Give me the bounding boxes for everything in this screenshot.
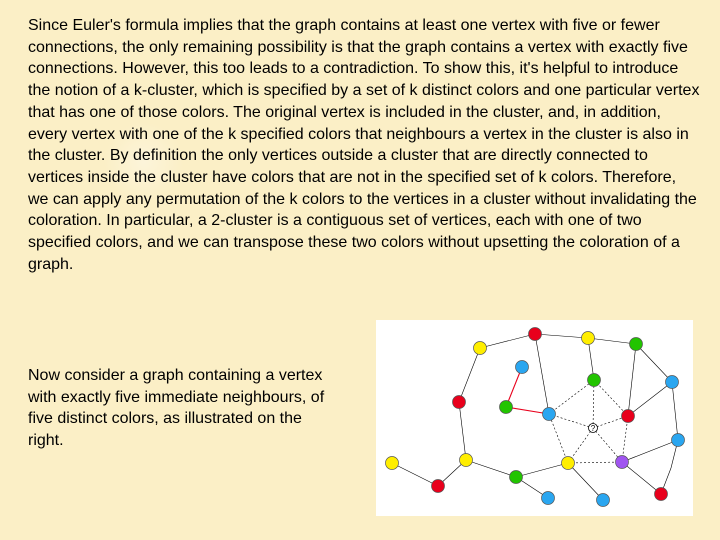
paragraph-graph-description: Now consider a graph containing a vertex with exactly five immediate neighbours, of five distinct colors, as illustrated on the right. xyxy=(28,367,325,450)
graph-node-yellow xyxy=(474,342,487,355)
graph-edge-dashed xyxy=(622,416,628,462)
graph-node-blue xyxy=(516,361,529,374)
graph-node-blue xyxy=(542,492,555,505)
graph-edge xyxy=(622,440,678,462)
graph-node-green xyxy=(588,374,601,387)
graph-edge xyxy=(672,382,678,440)
graph-edge xyxy=(588,338,636,344)
graph-edge xyxy=(516,463,568,477)
graph-edge-dashed xyxy=(549,414,593,428)
graph-edge xyxy=(459,402,466,460)
graph-node-purple xyxy=(616,456,629,469)
graph-node-blue xyxy=(543,408,556,421)
graph-edge xyxy=(392,463,438,486)
graph-edge-dashed xyxy=(549,380,594,414)
graph-edge xyxy=(535,334,588,338)
graph-node-green xyxy=(500,401,513,414)
graph-edge xyxy=(466,460,516,477)
graph-node-blue xyxy=(666,376,679,389)
graph-node-green xyxy=(630,338,643,351)
graph-node-yellow xyxy=(386,457,399,470)
graph-edge xyxy=(480,334,535,348)
graph-node-blue xyxy=(597,494,610,507)
center-node-label: ? xyxy=(590,424,596,433)
graph-edge xyxy=(628,382,672,416)
graph-edge-dashed xyxy=(593,380,594,428)
graph-node-yellow xyxy=(460,454,473,467)
graph-edge-dashed xyxy=(594,380,628,416)
graph-node-red xyxy=(655,488,668,501)
graph-edge-dashed xyxy=(568,462,622,463)
graph-node-red xyxy=(622,410,635,423)
graph-edge xyxy=(628,344,636,416)
center-vertex xyxy=(589,424,598,434)
graph-node-red xyxy=(529,328,542,341)
graph-figure xyxy=(376,320,693,516)
graph-edge xyxy=(459,348,480,402)
graph-node-blue xyxy=(672,434,685,447)
graph-node-red xyxy=(453,396,466,409)
paragraph-intro: Since Euler's formula implies that the graph contains at least one vertex with five or fewer connections, the only remaining possibility is that the graph contains a vertex with exactly five connections. However, this too leads to a contradiction. To show this, it's helpful to introduce the notion of a k-cluster, which is specified by a set of k distinct colors and one particular vertex that has one of those colors. The original vertex is included in the cluster, and, in addition, every vertex with one of the k specified colors that neighbours a vertex in the cluster is also in the cluster. By definition the only vertices outside a cluster that are directly connected to vertices inside the cluster have colors that are not in the specified set of k colors. Therefore, we can apply any permutation of the k colors to the vertices in a cluster without invalidating the coloration. In particular, a 2-cluster is a contiguous set of vertices, each with one of two specified colors, and we can transpose these two colors without upsetting the coloration of a graph. xyxy=(28,17,700,273)
graph-edge xyxy=(535,334,549,414)
graph-node-red xyxy=(432,480,445,493)
graph-svg xyxy=(376,320,693,516)
graph-edge xyxy=(622,462,661,494)
graph-node-yellow xyxy=(562,457,575,470)
graph-edge-dashed xyxy=(549,414,568,463)
graph-edge xyxy=(568,463,603,500)
graph-edge xyxy=(636,344,672,382)
graph-node-green xyxy=(510,471,523,484)
graph-node-yellow xyxy=(582,332,595,345)
